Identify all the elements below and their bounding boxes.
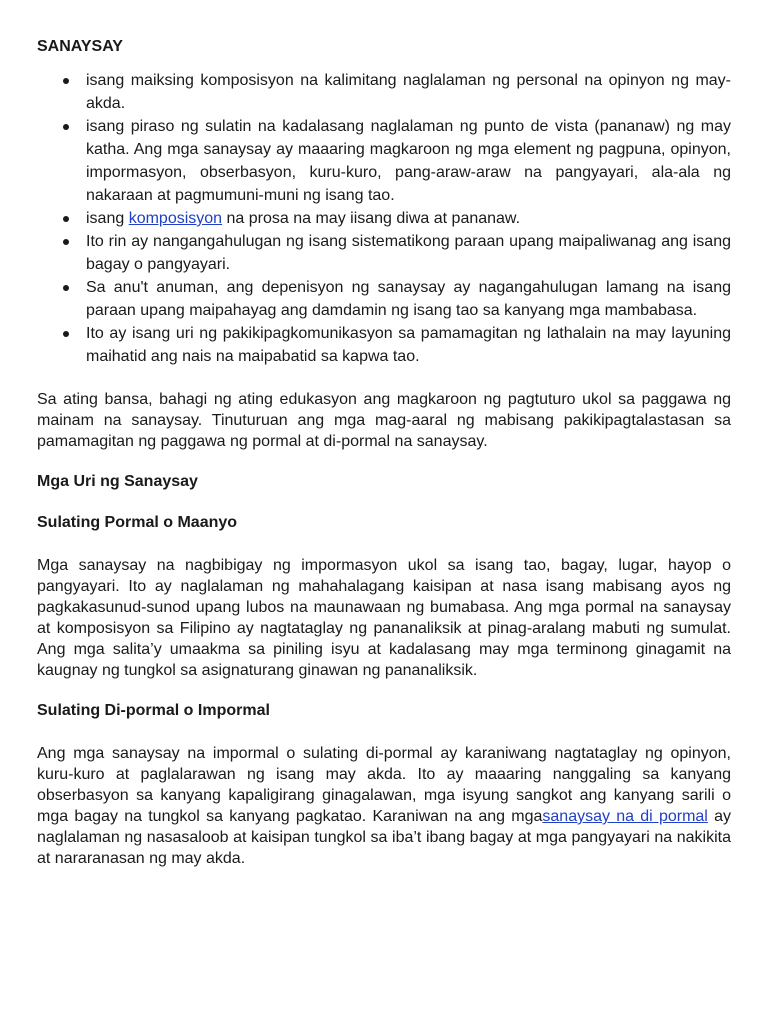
bullet-icon xyxy=(63,285,69,291)
definition-list xyxy=(37,69,731,368)
list-item: Ito ay isang uri ng pakikipagkomunikasyon sa pamamagitan ng lathalain na may layuning maihatid ang nais na maipabatid sa kapwa tao. xyxy=(37,322,731,368)
formal-paragraph: Mga sanaysay na nagbibigay ng impormasyon ukol sa isang tao, bagay, lugar, hayop o pangyayari. Ito ay naglalaman ng mahahalagang kaisipan at nasa isang mabisang ayos ng pagkakasunud-sunod upang lubos na maunawaan ng bumabasa. Ang mga pormal na sanaysay at komposisyon sa Filipino ay nagtataglay ng pananaliksik at pinag-aralang mabuti ng sumulat. Ang mga salita’y umaakma sa piniling isyu at kadalasang may mga terminong ginagamit na kaugnay ng tungkol sa asignaturang ginawan ng pananaliksik. xyxy=(37,557,731,679)
types-heading: Mga Uri ng Sanaysay xyxy=(37,473,198,490)
intro-paragraph: Sa ating bansa, bahagi ng ating edukasyon ang magkaroon ng pagtuturo ukol sa paggawa ng mainam na sanaysay. Tinuturuan ang mga mag-aaral ng mabisang pakikipagtalastasan sa pamamagitan ng paggawa ng pormal at di-pormal na sanaysay. xyxy=(37,391,731,450)
list-item: Ito rin ay nangangahulugan ng isang sistematikong paraan upang maipaliwanag ang isang bagay o pangyayari. xyxy=(37,230,731,276)
informal-heading: Sulating Di-pormal o Impormal xyxy=(37,702,270,719)
formal-heading: Sulating Pormal o Maanyo xyxy=(37,514,238,531)
sanaysay-di-pormal-link[interactable]: sanaysay na di pormal xyxy=(542,808,708,825)
bullet-icon xyxy=(63,331,69,337)
bullet-icon xyxy=(63,239,69,245)
bullet-icon xyxy=(63,216,69,222)
list-item: isang maiksing komposisyon na kalimitang naglalaman ng personal na opinyon ng may-akda. xyxy=(37,69,731,115)
informal-paragraph: Ang mga sanaysay na impormal o sulating di-pormal ay karaniwang nagtataglay ng opinyon, kuru-kuro at paglalarawan ng isang may akda. Ito ay maaaring nanggaling sa kanyang obserbasyon sa kanyang kapaligirang ginagalawan, mga isyung sangkot ang kanyang sarili o mga bagay na tungkol sa kanyang pagkatao. Karaniwan na ang mgasanaysay na di pormal ay naglalaman ng nasasaloob at kaisipan tungkol sa iba’t ibang bagay at mga pangyayari na nakikita at nararanasan ng may akda. xyxy=(37,745,731,867)
komposisyon-link[interactable]: komposisyon xyxy=(128,210,223,227)
document-page xyxy=(37,36,731,869)
document-title: SANAYSAY xyxy=(37,38,123,55)
bullet-icon xyxy=(63,124,69,130)
list-item: isang piraso ng sulatin na kadalasang naglalaman ng punto de vista (pananaw) ng may katha. Ang mga sanaysay ay maaaring magkaroon ng mga element ng pagpuna, opinyon, impormasyon, obserbasyon, kuru-kuro, pang-araw-araw na pangyayari, ala-ala ng nakaraan at pagmumuni-muni ng isang tao. xyxy=(37,115,731,207)
list-item: isang komposisyon na prosa na may iisang diwa at pananaw. xyxy=(37,207,731,230)
bullet-icon xyxy=(63,78,69,84)
list-item: Sa anu't anuman, ang depenisyon ng sanaysay ay nagangahulugan lamang na isang paraan upang maipahayag ang damdamin ng isang tao sa kanyang mga mambabasa. xyxy=(37,276,731,322)
